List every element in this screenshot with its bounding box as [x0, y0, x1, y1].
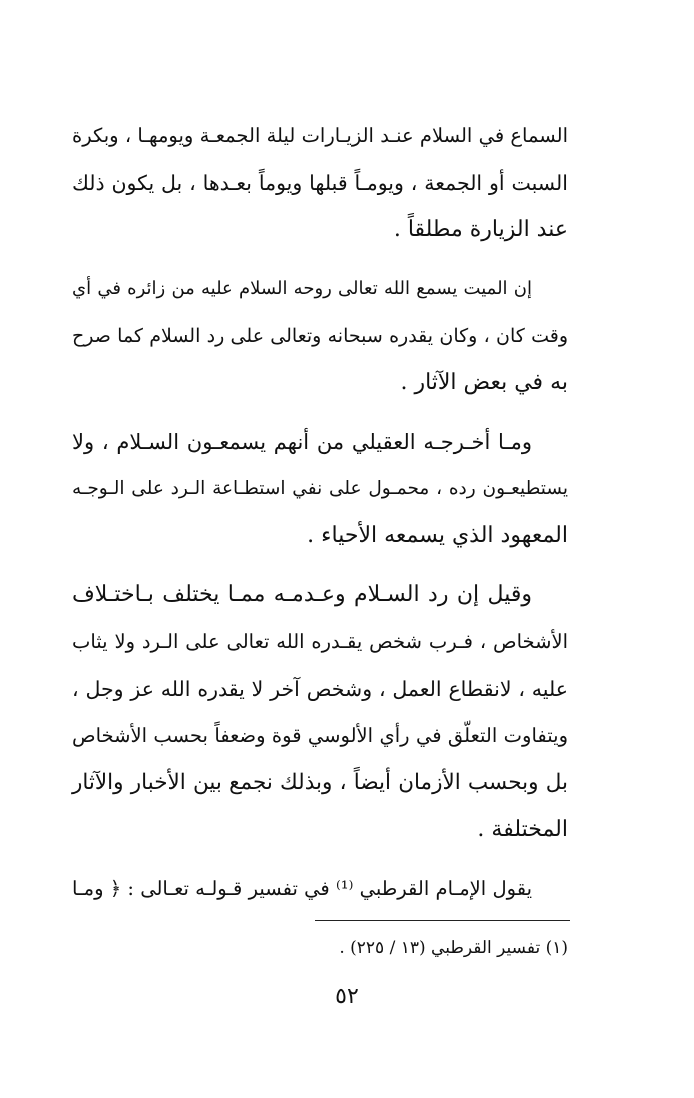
footnote-divider [315, 920, 570, 921]
text-line: إن الميت يسمع الله تعالى روحه السلام عليه من زائره في أي [72, 278, 532, 299]
text-line: السبت أو الجمعة ، ويومـاً قبلها ويوماً بعـدها ، بل يكون ذلك [72, 171, 568, 195]
text-line: بل وبحسب الأزمان أيضاً ، وبذلك نجمع بين الأخبار والآثار [72, 770, 568, 795]
text-line: المعهود الذي يسمعه الأحياء . [307, 523, 568, 548]
main-text [72, 122, 568, 922]
text-line: يستطيعـون رده ، محمـول على نفي استطـاعة الـرد على الـوجـه [72, 478, 568, 499]
footnote: (١) تفسير القرطبي (١٣ / ٢٢٥) . [339, 938, 568, 958]
text-line: به في بعض الآثار . [400, 370, 568, 395]
page-number: ٥٢ [335, 984, 359, 1009]
text-line: وقت كان ، وكان يقدره سبحانه وتعالى على رد السلام كما صرح [72, 325, 568, 347]
text-line: ويتفاوت التعلّق في رأي الألوسي قوة وضعفاً بحسب الأشخاص [72, 724, 568, 747]
text-line: عليه ، لانقطاع العمل ، وشخص آخر لا يقدره الله عز وجل ، [72, 677, 568, 701]
text-line: السماع في السلام عنـد الزيـارات ليلة الجمعـة ويومهـا ، وبكرة [72, 124, 568, 147]
text-line: المختلفة . [477, 817, 568, 842]
text-line: الأشخاص ، فـرب شخص يقـدره الله تعالى على الـرد ولا يثاب [72, 630, 568, 653]
text-line: ومـا أخـرجـه العقيلي من أنهم يسمعـون السـلام ، ولا [72, 430, 532, 454]
text-line: يقول الإمـام القرطبي ⁽¹⁾ في تفسير قـولـه تعـالى : ﴿ ومـا [72, 877, 532, 900]
text-line: عند الزيارة مطلقاً . [393, 217, 568, 242]
text-line: وقيل إن رد السـلام وعـدمـه ممـا يختلف بـاختـلاف [72, 582, 532, 607]
